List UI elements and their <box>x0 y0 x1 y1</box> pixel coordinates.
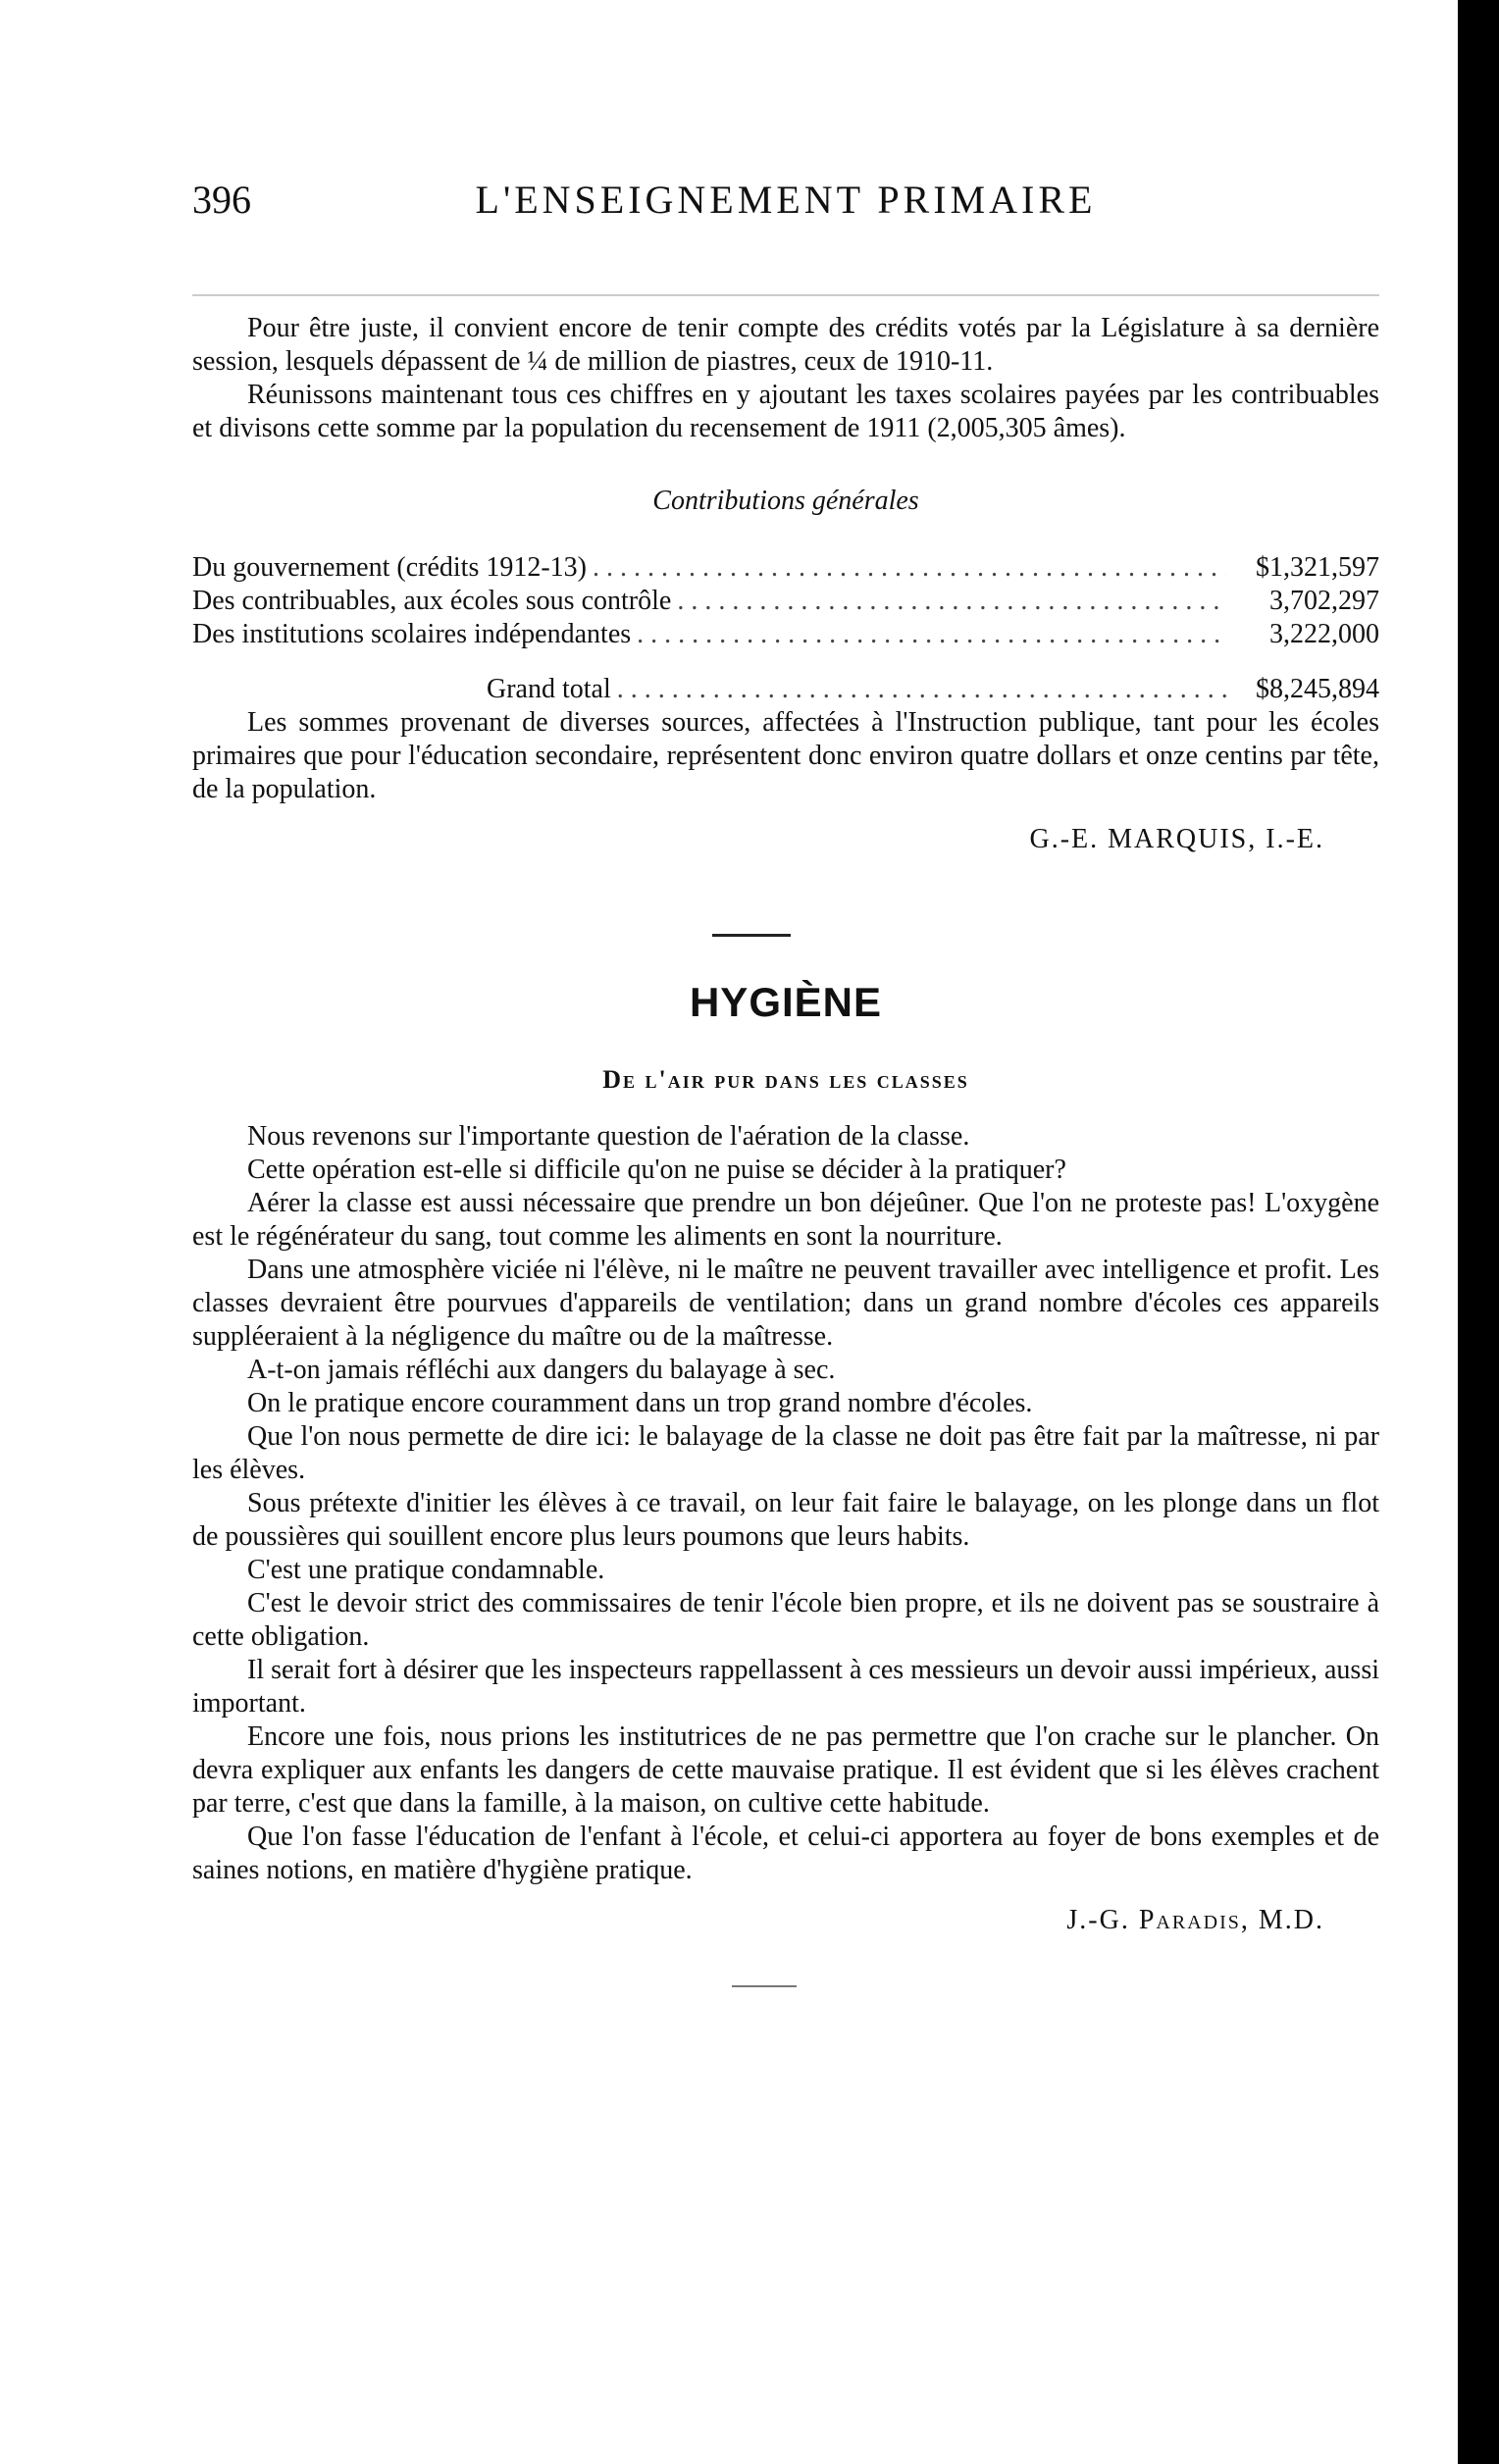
contribution-label: Des contribuables, aux écoles sous contrôle <box>192 586 672 616</box>
hygiene-paragraph: Encore une fois, nous prions les institutrices de ne pas permettre que l'on crache sur le plancher. On devra expliquer aux enfants les dangers de cette mauvaise pratique. Il est évident que si les élèves crachent par terre, c'est que dans la famille, à la maison, on cultive cette habitude. <box>192 1721 1379 1819</box>
header-rule <box>192 294 1379 296</box>
hygiene-paragraph: Aérer la classe est aussi nécessaire que prendre un bon déjeûner. Que l'on ne proteste pas! L'oxygène est le régénérateur du sang, tout comme les aliments en sont la nourriture. <box>192 1188 1379 1252</box>
contribution-amount: 3,222,000 <box>1269 619 1379 649</box>
hygiene-paragraph: Il serait fort à désirer que les inspecteurs rappellassent à ces messieurs un devoir aussi impérieux, aussi important. <box>192 1655 1379 1719</box>
hygiene-paragraph: Dans une atmosphère viciée ni l'élève, ni le maître ne peuvent travailler avec intelligence et profit. Les classes devraient être pourvues d'appareils de ventilation; dans un grand nombre d'écoles ces appareils suppléeraient à la négligence du maître ou de la maîtresse. <box>192 1255 1379 1352</box>
hygiene-paragraph: Que l'on nous permette de dire ici: le balayage de la classe ne doit pas être fait par la maîtresse, ni par les élèves. <box>192 1421 1379 1485</box>
end-separator <box>732 1985 797 1987</box>
finance-closing-paragraph: Les sommes provenant de diverses sources, affectées à l'Instruction publique, tant pour les écoles primaires que pour l'éducation secondaire, représentent donc environ quatre dollars et onze centins par tête, de la population. <box>192 707 1379 804</box>
page-header <box>192 169 1379 237</box>
hygiene-paragraph: C'est une pratique condamnable. <box>247 1555 605 1585</box>
contribution-amount: 3,702,297 <box>1269 586 1379 616</box>
grand-total-amount: $8,245,894 <box>1256 674 1379 704</box>
leader-dots <box>617 673 1226 706</box>
contributions-caption: Contributions générales <box>652 486 919 516</box>
leader-dots <box>637 618 1226 651</box>
section-separator <box>712 934 791 937</box>
hygiene-paragraph: On le pratique encore couramment dans un trop grand nombre d'écoles. <box>247 1388 1033 1418</box>
contribution-label: Des institutions scolaires indépendantes <box>192 619 632 649</box>
hygiene-paragraph: Que l'on fasse l'éducation de l'enfant à l'école, et celui-ci apportera au foyer de bons exemples et de saines notions, en matière d'hygiène pratique. <box>192 1822 1379 1885</box>
contribution-row <box>192 618 1379 651</box>
finance-paragraph: Réunissons maintenant tous ces chiffres en y ajoutant les taxes scolaires payées par les contribuables et divisons cette somme par la population du recensement de 1911 (2,005,305 âmes). <box>192 380 1379 443</box>
hygiene-title: HYGIÈNE <box>689 979 883 1025</box>
contribution-row <box>192 585 1379 618</box>
running-title: L'ENSEIGNEMENT PRIMAIRE <box>475 178 1097 222</box>
leader-dots <box>593 551 1226 585</box>
hygiene-section <box>192 1120 1379 1936</box>
hygiene-paragraph: Cette opération est-elle si difficile qu'on ne puise se décider à la pratiquer? <box>247 1155 1066 1185</box>
leader-dots <box>677 585 1226 618</box>
page-number: 396 <box>192 178 251 222</box>
contribution-label: Du gouvernement (crédits 1912-13) <box>192 552 587 583</box>
finance-signature: G.-E. MARQUIS, I.-E. <box>1029 824 1324 854</box>
grand-total-label: Grand total <box>487 674 611 704</box>
grand-total-row <box>192 673 1379 706</box>
hygiene-subtitle: De l'air pur dans les classes <box>602 1065 969 1094</box>
hygiene-paragraph: A-t-on jamais réfléchi aux dangers du balayage à sec. <box>247 1355 836 1385</box>
hygiene-paragraph: Nous revenons sur l'importante question de l'aération de la classe. <box>247 1121 970 1152</box>
hygiene-signature: J.-G. Paradis, M.D. <box>1066 1905 1324 1935</box>
hygiene-paragraph: Sous prétexte d'initier les élèves à ce travail, on leur fait faire le balayage, on les plonge dans un flot de poussières qui souillent encore plus leurs poumons que leurs habits. <box>192 1488 1379 1552</box>
contribution-amount: $1,321,597 <box>1256 552 1379 583</box>
finance-paragraph: Pour être juste, il convient encore de tenir compte des crédits votés par la Législature à sa dernière session, lesquels dépassent de ¼ de million de piastres, ceux de 1910-11. <box>192 313 1379 377</box>
hygiene-paragraph: C'est le devoir strict des commissaires de tenir l'école bien propre, et ils ne doivent pas se soustraire à cette obligation. <box>192 1588 1379 1652</box>
contribution-row <box>192 551 1379 585</box>
finance-section <box>192 312 1379 855</box>
